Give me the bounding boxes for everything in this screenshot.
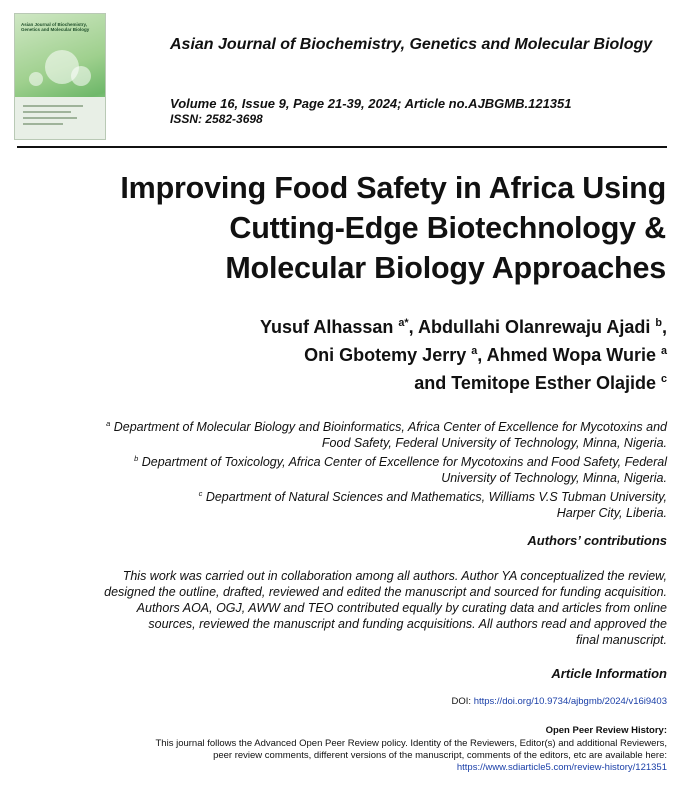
affiliation-text: Department of Molecular Biology and Bioinformatics, Africa Center of Excellence for Mycotoxins and: [113, 420, 667, 435]
author-affiliation-mark: a: [471, 345, 478, 357]
contributions-line: designed the outline, drafted, reviewed and edited the manuscript and sourced for funding acquisition.: [104, 585, 667, 599]
title-line: Cutting-Edge Biotechnology &: [229, 211, 666, 245]
cover-decoration: [23, 117, 77, 119]
affiliation-a: [14, 416, 667, 435]
author-affiliation-mark: c: [660, 373, 667, 385]
author-list: [60, 311, 667, 395]
peer-review-text: [14, 738, 667, 774]
contributions-line: final manuscript.: [575, 633, 667, 647]
article-title: [20, 168, 666, 288]
author-name: Oni Gbotemy Jerry: [304, 345, 467, 365]
author-name: Abdullahi Olanrewaju Ajadi: [417, 317, 651, 337]
contributions-text: [14, 568, 667, 648]
cover-decoration: [23, 123, 63, 125]
doi-link[interactable]: https://doi.org/10.9734/ajbgmb/2024/v16i9403: [473, 696, 667, 707]
affiliation-text: Department of Toxicology, Africa Center of Excellence for Mycotoxins and Food Safety, Federal: [141, 455, 667, 470]
contributions-line: Authors AOA, OGJ, AWW and TEO contributed equally by curating data and articles from online: [136, 601, 667, 615]
affiliation-text: University of Technology, Minna, Nigeria.: [441, 471, 667, 486]
affiliations: [14, 416, 667, 521]
affiliation-text: Food Safety, Federal University of Technology, Minna, Nigeria.: [321, 436, 667, 451]
author-conjunction: and: [414, 373, 447, 393]
doi-line: [452, 696, 667, 707]
cover-decoration: [23, 111, 71, 113]
affiliation-mark: c: [198, 489, 203, 499]
author-line: Oni Gbotemy Jerry $^a$, Ahmed Wopa Wurie $^a$: [304, 345, 667, 365]
title-line: Molecular Biology Approaches: [225, 251, 666, 285]
peer-review-line: This journal follows the Advanced Open Peer Review policy. Identity of the Reviewers, Editor(s) and additional Reviewers,: [155, 738, 667, 749]
peer-review-line: peer review comments, different versions of the manuscript, comments of the editors, etc are available here:: [213, 750, 667, 761]
doi-label: DOI:: [451, 696, 472, 707]
affiliation-c: [14, 486, 667, 505]
affiliation-mark: b: [134, 454, 139, 464]
author-affiliation-mark: a*: [398, 317, 409, 329]
affiliation-mark: a: [106, 419, 111, 428]
title-line: Improving Food Safety in Africa Using: [120, 171, 666, 205]
cover-footer-band: [15, 97, 105, 139]
cover-decoration: [71, 66, 91, 86]
journal-name: Asian Journal of Biochemistry, Genetics and Molecular Biology: [170, 36, 653, 53]
peer-review-heading: Open Peer Review History:: [545, 725, 667, 736]
header-divider: [17, 146, 667, 148]
affiliation-text: Harper City, Liberia.: [556, 506, 667, 521]
cover-title: Asian Journal of Biochemistry, Genetics and Molecular Biology: [21, 22, 90, 32]
contributions-heading: Authors’ contributions: [527, 533, 667, 548]
article-information-heading: Article Information: [551, 666, 667, 681]
author-line: Yusuf Alhassan $^{a*}$, Abdullahi Olanrewaju Ajadi $^b$,: [260, 317, 667, 337]
author-name: Yusuf Alhassan: [260, 317, 394, 337]
volume-info: Volume 16, Issue 9, Page 21-39, 2024; Article no.AJBGMB.121351: [170, 96, 572, 111]
cover-decoration: [29, 72, 43, 86]
contributions-line: This work was carried out in collaboration among all authors. Author YA conceptualized the review,: [122, 569, 667, 583]
affiliation-text: Department of Natural Sciences and Mathematics, Williams V.S Tubman University,: [205, 490, 667, 505]
journal-cover-image: [14, 13, 106, 140]
author-affiliation-mark: b: [655, 317, 662, 329]
contributions-line: sources, reviewed the manuscript and funding acquisitions. All authors read and approved the: [148, 617, 667, 631]
peer-review-link[interactable]: https://www.sdiarticle5.com/review-history/121351: [456, 762, 667, 773]
author-name: Temitope Esther Olajide: [451, 373, 656, 393]
issn: ISSN: 2582-3698: [170, 112, 263, 126]
author-line: [60, 367, 667, 395]
cover-decoration: [23, 105, 83, 107]
author-name: Ahmed Wopa Wurie: [486, 345, 656, 365]
affiliation-b: [14, 451, 667, 470]
author-affiliation-mark: a: [660, 345, 667, 357]
